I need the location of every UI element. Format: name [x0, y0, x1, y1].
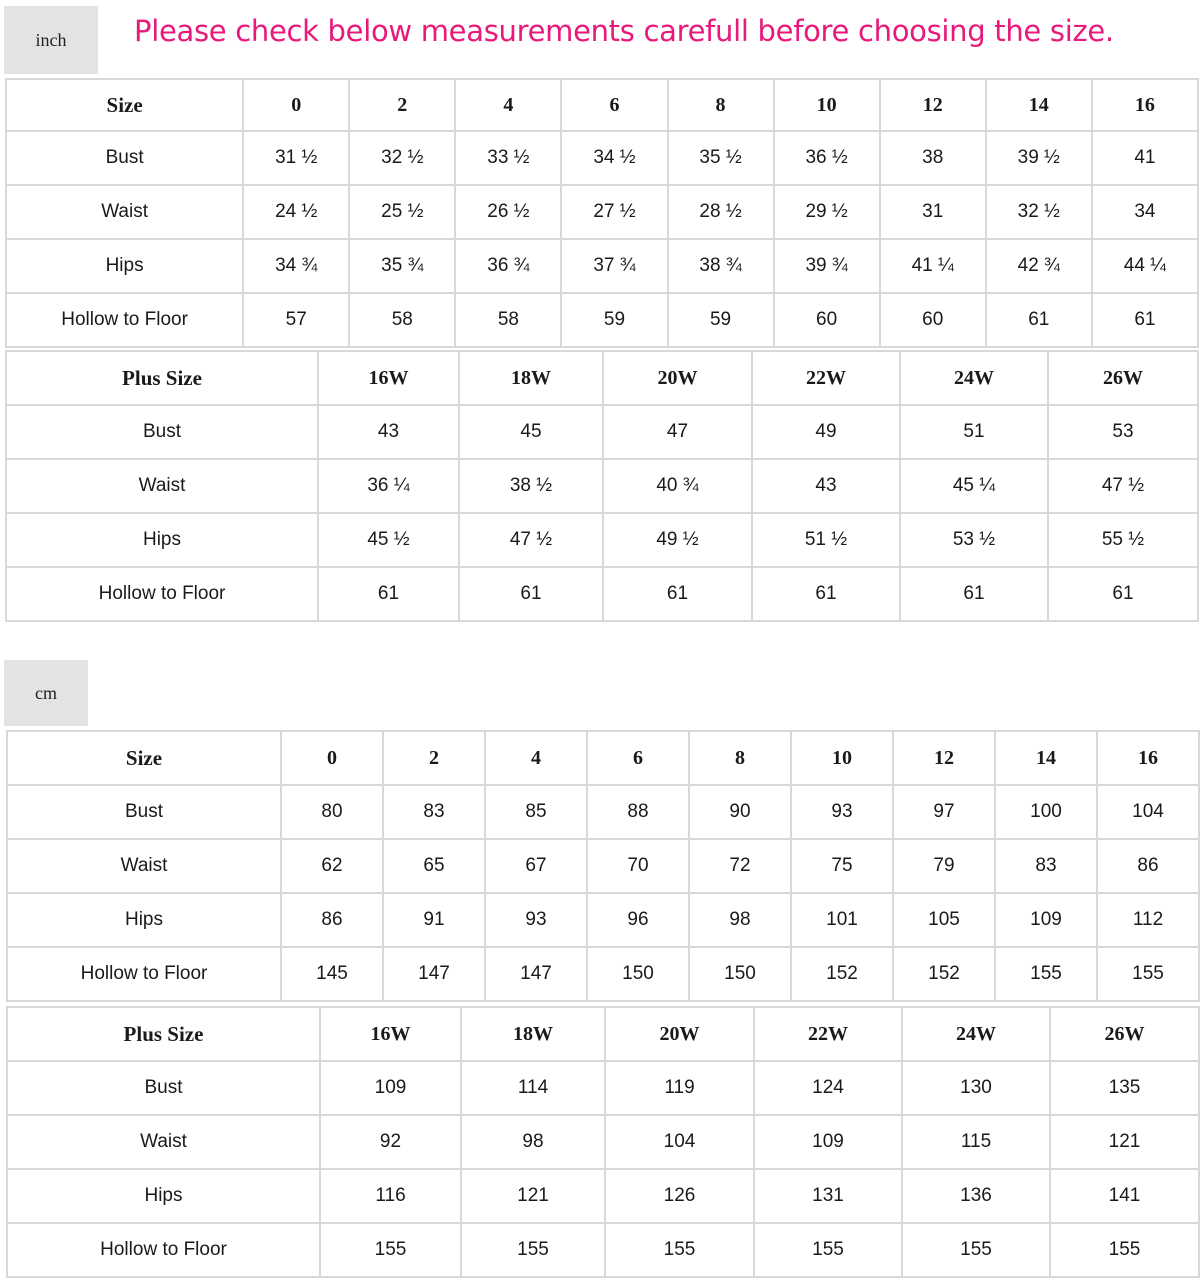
size-header-cell: 22W	[753, 350, 901, 406]
measurement-value-cell: 79	[894, 840, 996, 894]
measurement-value-cell: 47	[604, 406, 753, 460]
measurement-value-cell: 112	[1098, 894, 1200, 948]
size-header-cell: 0	[244, 78, 350, 132]
size-header-cell: 18W	[462, 1006, 606, 1062]
measurement-label-cell: Waist	[5, 186, 244, 240]
table-row	[5, 132, 1199, 186]
size-header-cell: 14	[987, 78, 1093, 132]
measurement-value-cell: 98	[462, 1116, 606, 1170]
measurement-label-cell: Bust	[6, 786, 282, 840]
measurement-value-cell: 155	[755, 1224, 903, 1278]
size-header-cell: 20W	[606, 1006, 755, 1062]
size-header-cell: 4	[456, 78, 562, 132]
measurement-value-cell: 90	[690, 786, 792, 840]
measurement-value-cell: 80	[282, 786, 384, 840]
measurement-value-cell: 109	[321, 1062, 462, 1116]
measurement-value-cell: 155	[1098, 948, 1200, 1002]
measurement-value-cell: 39 ½	[987, 132, 1093, 186]
measurement-value-cell: 126	[606, 1170, 755, 1224]
measurement-value-cell: 47 ½	[460, 514, 604, 568]
measurement-value-cell: 61	[1049, 568, 1199, 622]
measurement-value-cell: 36 ¼	[319, 460, 460, 514]
size-header-cell: 12	[894, 730, 996, 786]
size-header-cell: 24W	[901, 350, 1049, 406]
measurement-value-cell: 131	[755, 1170, 903, 1224]
measurement-value-cell: 98	[690, 894, 792, 948]
measurement-value-cell: 24 ½	[244, 186, 350, 240]
table-header-row	[5, 350, 1199, 406]
measurement-value-cell: 36 ¾	[456, 240, 562, 294]
size-header-cell: 2	[384, 730, 486, 786]
measurement-value-cell: 59	[669, 294, 775, 348]
measurement-value-cell: 61	[604, 568, 753, 622]
measurement-value-cell: 105	[894, 894, 996, 948]
table-header-row	[6, 730, 1200, 786]
measurement-value-cell: 92	[321, 1116, 462, 1170]
measurement-value-cell: 35 ½	[669, 132, 775, 186]
size-header-cell: 16	[1098, 730, 1200, 786]
size-header-cell: 26W	[1049, 350, 1199, 406]
measurement-label-cell: Bust	[5, 406, 319, 460]
measurement-value-cell: 40 ¾	[604, 460, 753, 514]
measurement-value-cell: 45 ½	[319, 514, 460, 568]
measurement-value-cell: 115	[903, 1116, 1051, 1170]
size-header-cell: 10	[792, 730, 894, 786]
measurement-value-cell: 41	[1093, 132, 1199, 186]
measurement-value-cell: 88	[588, 786, 690, 840]
header-label-cell: Plus Size	[6, 1006, 321, 1062]
table-row	[6, 1224, 1200, 1278]
measurement-value-cell: 34	[1093, 186, 1199, 240]
measurement-value-cell: 59	[562, 294, 668, 348]
size-header-cell: 16W	[319, 350, 460, 406]
measurement-value-cell: 91	[384, 894, 486, 948]
measurement-value-cell: 45 ¼	[901, 460, 1049, 514]
measurement-value-cell: 53	[1049, 406, 1199, 460]
measurement-value-cell: 37 ¾	[562, 240, 668, 294]
size-header-cell: 8	[669, 78, 775, 132]
measurement-value-cell: 28 ½	[669, 186, 775, 240]
measurement-value-cell: 55 ½	[1049, 514, 1199, 568]
measurement-value-cell: 85	[486, 786, 588, 840]
measurement-value-cell: 61	[753, 568, 901, 622]
measurement-value-cell: 61	[319, 568, 460, 622]
table-header-row	[6, 1006, 1200, 1062]
measurement-value-cell: 93	[486, 894, 588, 948]
measurement-value-cell: 41 ¼	[881, 240, 987, 294]
measurement-value-cell: 101	[792, 894, 894, 948]
measurement-value-cell: 119	[606, 1062, 755, 1116]
measurement-value-cell: 58	[456, 294, 562, 348]
size-header-cell: 6	[562, 78, 668, 132]
measurement-label-cell: Hollow to Floor	[6, 1224, 321, 1278]
cm-standard-size-table	[6, 730, 1200, 1002]
measurement-value-cell: 70	[588, 840, 690, 894]
measurement-value-cell: 31	[881, 186, 987, 240]
measurement-value-cell: 152	[894, 948, 996, 1002]
size-header-cell: 18W	[460, 350, 604, 406]
measurement-value-cell: 150	[588, 948, 690, 1002]
size-header-cell: 6	[588, 730, 690, 786]
inch-plus-size-table	[5, 350, 1199, 622]
table-row	[6, 840, 1200, 894]
header-label-cell: Size	[6, 730, 282, 786]
measurement-value-cell: 147	[486, 948, 588, 1002]
size-header-cell: 22W	[755, 1006, 903, 1062]
table-row	[5, 568, 1199, 622]
measurement-value-cell: 45	[460, 406, 604, 460]
measurement-value-cell: 49 ½	[604, 514, 753, 568]
measurement-value-cell: 130	[903, 1062, 1051, 1116]
measurement-value-cell: 67	[486, 840, 588, 894]
measurement-value-cell: 60	[881, 294, 987, 348]
size-header-cell: 20W	[604, 350, 753, 406]
measurement-value-cell: 58	[350, 294, 456, 348]
size-header-cell: 10	[775, 78, 881, 132]
table-row	[6, 1116, 1200, 1170]
measurement-label-cell: Bust	[6, 1062, 321, 1116]
measurement-value-cell: 147	[384, 948, 486, 1002]
measurement-value-cell: 83	[996, 840, 1098, 894]
measurement-value-cell: 155	[462, 1224, 606, 1278]
measurement-value-cell: 155	[1051, 1224, 1200, 1278]
measurement-value-cell: 145	[282, 948, 384, 1002]
measurement-value-cell: 104	[606, 1116, 755, 1170]
measurement-value-cell: 116	[321, 1170, 462, 1224]
measurement-label-cell: Waist	[6, 840, 282, 894]
measurement-label-cell: Waist	[6, 1116, 321, 1170]
measurement-label-cell: Hips	[6, 894, 282, 948]
table-row	[6, 1062, 1200, 1116]
measurement-value-cell: 150	[690, 948, 792, 1002]
measurement-value-cell: 26 ½	[456, 186, 562, 240]
table-row	[5, 240, 1199, 294]
table-row	[6, 894, 1200, 948]
size-header-cell: 4	[486, 730, 588, 786]
measurement-value-cell: 49	[753, 406, 901, 460]
measurement-value-cell: 34 ½	[562, 132, 668, 186]
size-header-cell: 16W	[321, 1006, 462, 1062]
measurement-label-cell: Hollow to Floor	[5, 294, 244, 348]
measurement-value-cell: 65	[384, 840, 486, 894]
table-row	[6, 948, 1200, 1002]
measurement-value-cell: 155	[903, 1224, 1051, 1278]
measurement-value-cell: 61	[987, 294, 1093, 348]
measurement-value-cell: 32 ½	[350, 132, 456, 186]
table-row	[5, 514, 1199, 568]
measurement-value-cell: 86	[282, 894, 384, 948]
measurement-value-cell: 43	[753, 460, 901, 514]
measurement-value-cell: 36 ½	[775, 132, 881, 186]
measurement-value-cell: 114	[462, 1062, 606, 1116]
measurement-label-cell: Hips	[5, 240, 244, 294]
header-label-cell: Size	[5, 78, 244, 132]
measurement-value-cell: 109	[755, 1116, 903, 1170]
unit-tab-cm: cm	[4, 660, 88, 726]
measurement-value-cell: 51	[901, 406, 1049, 460]
measurement-value-cell: 104	[1098, 786, 1200, 840]
measurement-label-cell: Waist	[5, 460, 319, 514]
header-label-cell: Plus Size	[5, 350, 319, 406]
measurement-value-cell: 155	[321, 1224, 462, 1278]
measurement-value-cell: 96	[588, 894, 690, 948]
measurement-value-cell: 47 ½	[1049, 460, 1199, 514]
measurement-value-cell: 97	[894, 786, 996, 840]
measurement-value-cell: 27 ½	[562, 186, 668, 240]
measurement-label-cell: Hips	[5, 514, 319, 568]
measurement-value-cell: 33 ½	[456, 132, 562, 186]
size-header-cell: 8	[690, 730, 792, 786]
table-row	[5, 294, 1199, 348]
measurement-value-cell: 100	[996, 786, 1098, 840]
measurement-label-cell: Hollow to Floor	[6, 948, 282, 1002]
size-header-cell: 26W	[1051, 1006, 1200, 1062]
measurement-value-cell: 61	[1093, 294, 1199, 348]
measurement-value-cell: 61	[901, 568, 1049, 622]
table-row	[6, 1170, 1200, 1224]
measurement-value-cell: 31 ½	[244, 132, 350, 186]
measurement-value-cell: 155	[606, 1224, 755, 1278]
measurement-value-cell: 86	[1098, 840, 1200, 894]
measurement-value-cell: 34 ¾	[244, 240, 350, 294]
measurement-label-cell: Bust	[5, 132, 244, 186]
size-header-cell: 0	[282, 730, 384, 786]
table-header-row	[5, 78, 1199, 132]
measurement-value-cell: 155	[996, 948, 1098, 1002]
measurement-value-cell: 44 ¼	[1093, 240, 1199, 294]
measurement-label-cell: Hips	[6, 1170, 321, 1224]
measurement-value-cell: 75	[792, 840, 894, 894]
table-row	[5, 460, 1199, 514]
measurement-value-cell: 72	[690, 840, 792, 894]
measurement-value-cell: 121	[462, 1170, 606, 1224]
table-row	[6, 786, 1200, 840]
size-header-cell: 12	[881, 78, 987, 132]
inch-standard-size-table	[5, 78, 1199, 348]
measurement-value-cell: 121	[1051, 1116, 1200, 1170]
measurement-value-cell: 38 ¾	[669, 240, 775, 294]
measurement-value-cell: 136	[903, 1170, 1051, 1224]
size-header-cell: 24W	[903, 1006, 1051, 1062]
measurement-value-cell: 141	[1051, 1170, 1200, 1224]
measurement-value-cell: 29 ½	[775, 186, 881, 240]
unit-tab-inch: inch	[4, 6, 98, 74]
measurement-value-cell: 152	[792, 948, 894, 1002]
measurement-value-cell: 62	[282, 840, 384, 894]
measurement-value-cell: 39 ¾	[775, 240, 881, 294]
measurement-value-cell: 124	[755, 1062, 903, 1116]
measurement-value-cell: 93	[792, 786, 894, 840]
measurement-value-cell: 35 ¾	[350, 240, 456, 294]
measurement-value-cell: 43	[319, 406, 460, 460]
measurement-value-cell: 53 ½	[901, 514, 1049, 568]
measurement-value-cell: 57	[244, 294, 350, 348]
measurement-value-cell: 42 ¾	[987, 240, 1093, 294]
size-header-cell: 16	[1093, 78, 1199, 132]
table-row	[5, 186, 1199, 240]
measurement-value-cell: 38	[881, 132, 987, 186]
cm-plus-size-table	[6, 1006, 1200, 1278]
measurement-value-cell: 32 ½	[987, 186, 1093, 240]
size-header-cell: 2	[350, 78, 456, 132]
measurement-value-cell: 38 ½	[460, 460, 604, 514]
measurement-value-cell: 61	[460, 568, 604, 622]
size-header-cell: 14	[996, 730, 1098, 786]
measurement-value-cell: 25 ½	[350, 186, 456, 240]
size-notice: Please check below measurements carefull before choosing the size.	[134, 14, 1114, 48]
measurement-label-cell: Hollow to Floor	[5, 568, 319, 622]
measurement-value-cell: 83	[384, 786, 486, 840]
measurement-value-cell: 60	[775, 294, 881, 348]
measurement-value-cell: 51 ½	[753, 514, 901, 568]
measurement-value-cell: 109	[996, 894, 1098, 948]
table-row	[5, 406, 1199, 460]
measurement-value-cell: 135	[1051, 1062, 1200, 1116]
